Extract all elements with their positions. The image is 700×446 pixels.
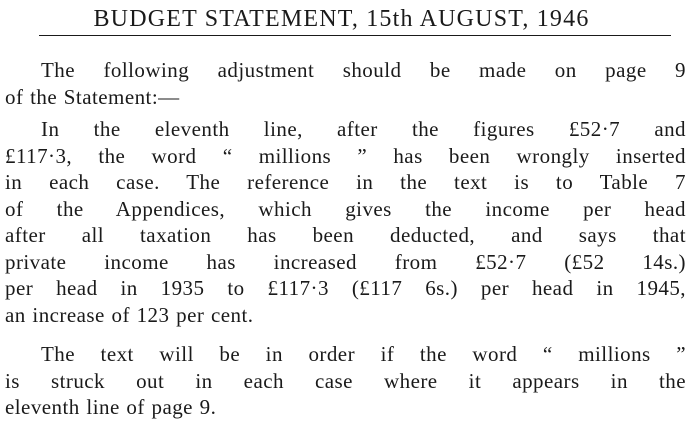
paragraph-line: The following adjustment should be made on page 9 [41, 58, 686, 82]
paragraph-line: In the eleventh line, after the figures £52·7 and [41, 117, 686, 141]
paragraph-line: in each case. The reference in the text is to Table 7 [5, 170, 686, 194]
paragraph-line: eleventh line of page 9. [5, 395, 217, 419]
paragraph-conclusion [5, 341, 686, 421]
title-underline [39, 35, 671, 36]
paragraph-line: per head in 1935 to £117·3 (£117 6s.) per head in 1945, [5, 276, 686, 300]
document-title: BUDGET STATEMENT, 15th AUGUST, 1946 [93, 6, 590, 32]
paragraph-line: private income has increased from £52·7 (£52 14s.) [5, 249, 686, 274]
paragraph-adjustment-intro [5, 57, 686, 110]
paragraph-line: of the Statement:— [5, 84, 180, 109]
paragraph-line: £117·3, the word “ millions ” has been wrongly inserted [5, 143, 686, 168]
paragraph-line: an increase of 123 per cent. [5, 302, 254, 327]
paragraph-line: of the Appendices, which gives the income per head [5, 196, 686, 221]
paragraph-line: is struck out in each case where it appears in the [5, 368, 686, 393]
paragraph-line: after all taxation has been deducted, and says that [5, 223, 686, 247]
paragraph-line: The text will be in order if the word “ millions ” [41, 342, 686, 366]
paragraph-correction-detail [5, 116, 686, 328]
